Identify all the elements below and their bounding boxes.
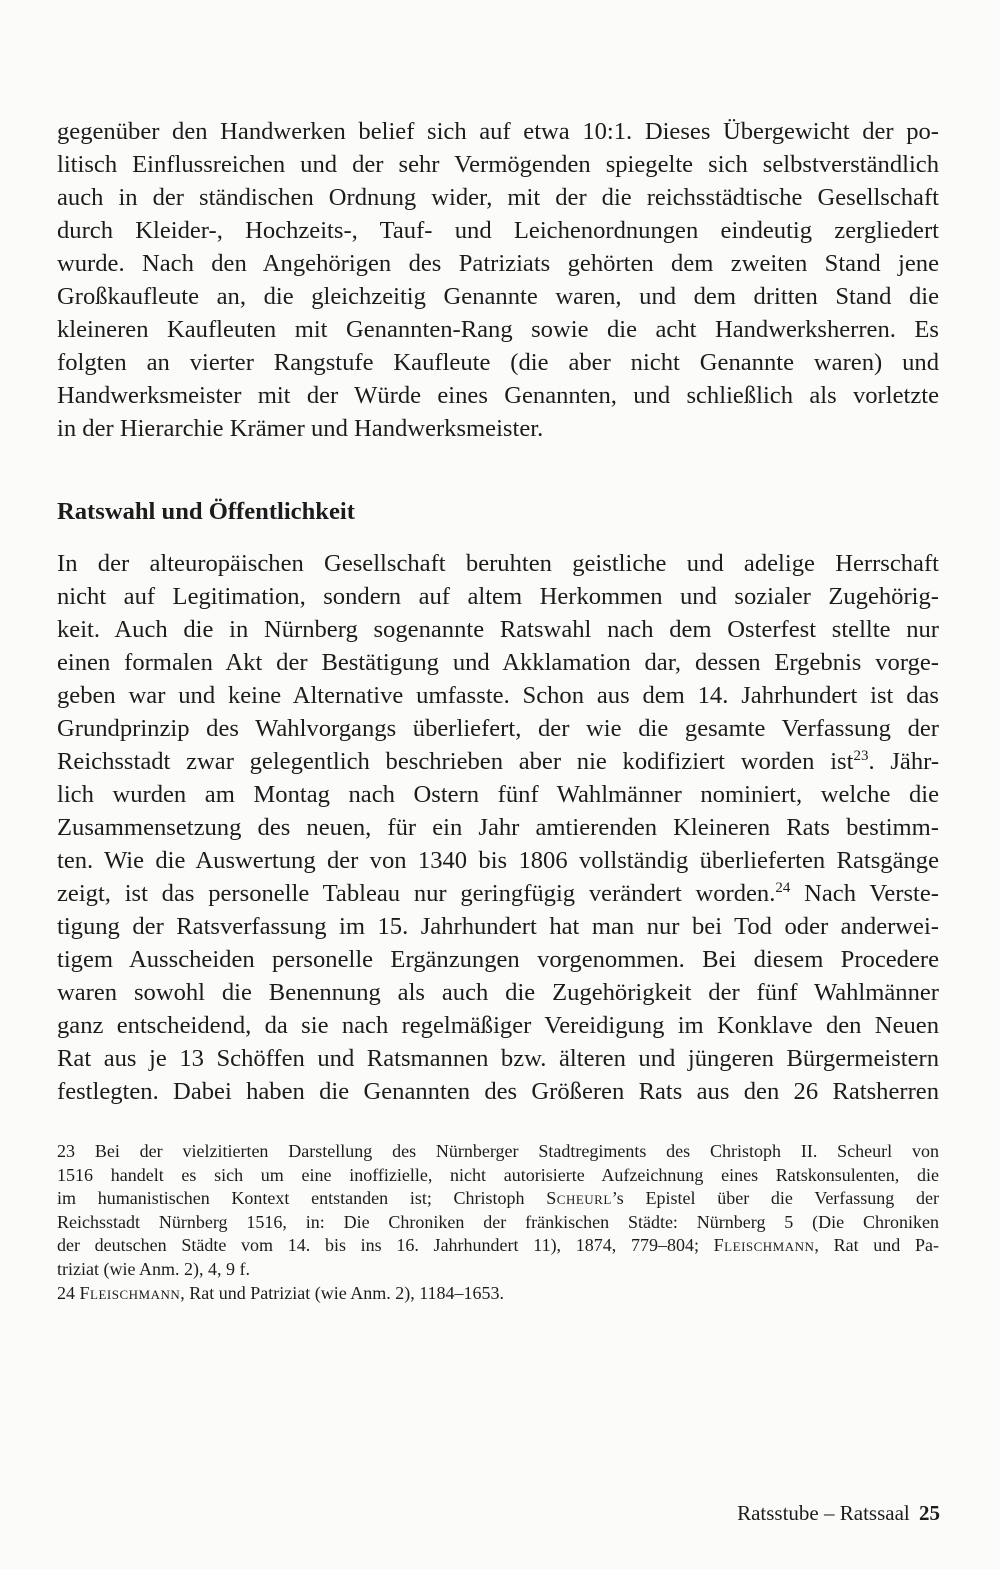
- footnote-line: 1516 handelt es sich um eine inoffizielle, nicht autorisierte Aufzeichnung eines Ratskonsulenten, die: [57, 1164, 939, 1185]
- text-line: litisch Einflussreichen und der sehr Vermögenden spiegelte sich selbstverständlich: [57, 151, 939, 178]
- text-line: Handwerksmeister mit der Würde eines Genannten, und schließlich als vorletzte: [57, 382, 939, 409]
- footnote-line: 23 Bei der vielzitierten Darstellung des Nürnberger Stadtregiments des Christoph II. Scheurl von: [57, 1141, 939, 1161]
- footnote-line: triziat (wie Anm. 2), 4, 9 f.: [57, 1258, 250, 1279]
- text-line: Rat aus je 13 Schöffen und Ratsmannen bzw. älteren und jüngeren Bürgermeistern: [57, 1045, 939, 1072]
- text-line: auch in der ständischen Ordnung wider, mit der die reichsstädtische Gesellschaft: [57, 184, 939, 211]
- footnote-text: , Rat und Pa-: [814, 1235, 939, 1256]
- footnote-line: [57, 1187, 939, 1211]
- text-line: tigem Ausscheiden personelle Ergänzungen vorgenommen. Bei diesem Procedere: [57, 946, 939, 973]
- line-text: Reichsstadt zwar gelegentlich beschrieben aber nie kodifiziert worden ist: [57, 748, 854, 775]
- text-line: ten. Wie die Auswertung der von 1340 bis 1806 vollständig überlieferten Ratsgänge: [57, 847, 939, 874]
- text-line-with-footnote-24: [57, 877, 939, 910]
- text-line-with-footnote-23: [57, 745, 939, 778]
- text-line: gegenüber den Handwerken belief sich auf etwa 10:1. Dieses Übergewicht der po-: [57, 118, 939, 145]
- footnote-text: , Rat und Patriziat (wie Anm. 2), 1184–1653.: [180, 1282, 505, 1303]
- paragraph-text: [57, 547, 939, 1108]
- text-line: folgten an vierter Rangstufe Kaufleute (die aber nicht Genannte waren) und: [57, 349, 939, 376]
- text-line: festlegten. Dabei haben die Genannten des Größeren Rats aus den 26 Ratsherren: [57, 1078, 939, 1105]
- text-line: kleineren Kaufleuten mit Genannten-Rang sowie die acht Handwerksherren. Es: [57, 316, 939, 343]
- running-title: Ratsstube – Ratssaal: [737, 1501, 910, 1525]
- footnote-line: Reichsstadt Nürnberg 1516, in: Die Chroniken der fränkischen Städte: Nürnberg 5 (Die Chroniken: [57, 1211, 939, 1232]
- author-name: Fleischmann: [79, 1282, 181, 1303]
- line-text: . Jähr-: [868, 748, 940, 775]
- text-line: tigung der Ratsverfassung im 15. Jahrhundert hat man nur bei Tod oder anderwei-: [57, 913, 939, 940]
- body-paragraph-2: [57, 547, 939, 1108]
- text-line: ganz entscheidend, da sie nach regelmäßiger Vereidigung im Konklave den Neuen: [57, 1012, 939, 1039]
- footnote-ref-23[interactable]: 23: [853, 748, 869, 764]
- footnote-text: im humanistischen Kontext entstanden ist; Christoph: [57, 1188, 547, 1209]
- footnote-line: [57, 1234, 939, 1258]
- author-name: Scheurl: [546, 1188, 612, 1209]
- text-line: in der Hierarchie Krämer und Handwerksmeister.: [57, 415, 544, 442]
- text-line: einen formalen Akt der Bestätigung und Akklamation dar, dessen Ergebnis vorge-: [57, 649, 939, 676]
- text-line: In der alteuropäischen Gesellschaft beruhten geistliche und adelige Herrschaft: [57, 550, 939, 577]
- text-line: wurde. Nach den Angehörigen des Patriziats gehörten dem zweiten Stand jene: [57, 250, 939, 277]
- body-paragraph-1: [57, 115, 939, 445]
- section-heading: Ratswahl und Öffentlichkeit: [57, 498, 355, 525]
- text-line: durch Kleider-, Hochzeits-, Tauf- und Leichenordnungen eindeutig zergliedert: [57, 217, 939, 244]
- line-text: Nach Verste-: [790, 880, 939, 907]
- footnote-24: [57, 1282, 939, 1306]
- paragraph-text: [57, 115, 939, 445]
- footnote-line: [57, 1282, 939, 1306]
- footnote-text: der deutschen Städte vom 14. bis ins 16. Jahrhundert 11), 1874, 779–804;: [57, 1235, 714, 1256]
- page-number: 25: [919, 1501, 940, 1525]
- text-line: nicht auf Legitimation, sondern auf altem Herkommen und sozialer Zugehörig-: [57, 583, 939, 610]
- running-footer: [737, 1500, 940, 1526]
- text-line: Grundprinzip des Wahlvorgangs überliefert, der wie die gesamte Verfassung der: [57, 715, 939, 742]
- footnotes: [57, 1140, 939, 1305]
- text-line: geben war und keine Alternative umfasste. Schon aus dem 14. Jahrhundert ist das: [57, 682, 939, 709]
- text-line: Zusammensetzung des neuen, für ein Jahr amtierenden Kleineren Rats bestimm-: [57, 814, 939, 841]
- footnote-text: ’s Epistel über die Verfassung der: [611, 1188, 939, 1209]
- line-text: zeigt, ist das personelle Tableau nur geringfügig verändert worden.: [57, 880, 776, 907]
- text-line: keit. Auch die in Nürnberg sogenannte Ratswahl nach dem Osterfest stellte nur: [57, 616, 939, 643]
- section-heading-block: [57, 495, 939, 528]
- text-line: waren sowohl die Benennung als auch die Zugehörigkeit der fünf Wahlmänner: [57, 979, 939, 1006]
- footnote-number: 24: [57, 1282, 80, 1303]
- text-line: lich wurden am Montag nach Ostern fünf Wahlmänner nominiert, welche die: [57, 781, 939, 808]
- footnote-ref-24[interactable]: 24: [775, 880, 791, 896]
- text-line: Großkaufleute an, die gleichzeitig Genannte waren, und dem dritten Stand die: [57, 283, 939, 310]
- footnote-23: [57, 1140, 939, 1282]
- author-name: Fleischmann: [713, 1235, 815, 1256]
